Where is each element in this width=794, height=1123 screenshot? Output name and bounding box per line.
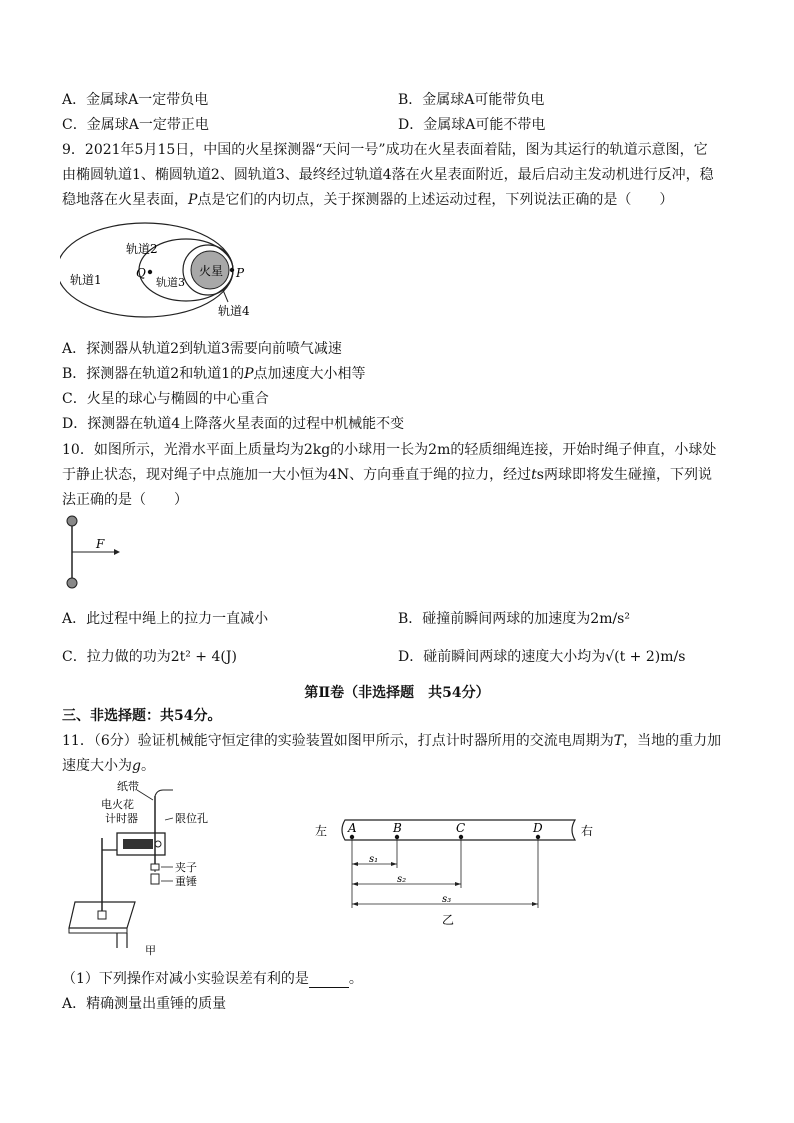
label-timer-line2: 计时器	[105, 812, 138, 825]
label-weight: 重锤	[175, 875, 197, 888]
paper-tape-top	[155, 790, 173, 796]
q9-option-b	[62, 365, 366, 383]
q10-stem-line3: 法正确的是（ ）	[62, 492, 188, 508]
orbit-diagram	[60, 218, 260, 322]
q11-stem-line2	[62, 757, 155, 775]
caption-yi: 乙	[442, 913, 455, 927]
q11-stem-line1	[62, 732, 721, 750]
part2-title: 第Ⅱ卷（非选择题 共54分）	[304, 685, 490, 701]
q9-option-b-post: 点加速度大小相等	[253, 366, 366, 382]
q11-stem-line2-pre: 速度大小为	[62, 758, 132, 774]
label-s2: s₂	[397, 874, 407, 885]
point-p-dot	[230, 268, 234, 272]
q11-stem-line1-post: ，当地的重力加	[623, 733, 722, 749]
q10-time-t: t	[531, 467, 537, 483]
q10-option-c: C．拉力做的功为2t² + 4(J)	[62, 649, 237, 665]
label-point-a: A	[348, 821, 357, 835]
q9-option-b-p: P	[244, 366, 254, 382]
q9-stem-line3	[62, 191, 673, 209]
section-3-heading: 三、非选择题：共54分。	[62, 708, 222, 724]
weight-body	[151, 874, 159, 884]
label-paper-tape: 纸带	[117, 780, 139, 793]
label-s1: s₁	[369, 854, 379, 865]
orbit-1-label: 轨道1	[70, 273, 102, 287]
q11-period-t: T	[613, 733, 624, 749]
point-p-label: P	[236, 266, 245, 280]
q10-stem-line2	[62, 466, 712, 484]
tape-dot-b	[395, 835, 399, 839]
q9-stem-line1: 9．2021年5月15日，中国的火星探测器“天问一号”成功在火星表面着陆，图为其运行的轨道示意图，它	[62, 142, 708, 158]
q9-point-p-italic: P	[188, 192, 198, 208]
q9-stem-line3-pre: 稳地落在火星表面，	[62, 192, 188, 208]
q11-sub1-blank[interactable]	[309, 973, 349, 988]
q8-option-a: A．金属球A一定带负电	[62, 92, 209, 108]
label-s3: s₃	[442, 894, 452, 905]
q11-gravity-g: g	[132, 758, 141, 774]
q11-sub1-option-a: A．精确测量出重锤的质量	[62, 996, 227, 1012]
timer-knob	[155, 841, 161, 847]
q10-stem-line1: 10．如图所示，光滑水平面上质量均为2kg的小球用一长为2m的轻质细绳连接，开始时绳子伸直，小球处	[62, 442, 717, 458]
dim-s1-arrow-left	[352, 862, 358, 866]
ball-bottom	[67, 578, 77, 588]
ball-top	[67, 516, 77, 526]
q9-stem-line2: 由椭圆轨道1、椭圆轨道2、圆轨道3、最终经过轨道4落在火星表面附近，最后启动主发动机进行反冲，稳	[62, 167, 714, 183]
mars-label: 火星	[199, 264, 224, 278]
q8-option-c: C．金属球A一定带正电	[62, 117, 209, 133]
label-right: 右	[581, 824, 594, 838]
q9-option-b-pre: B．探测器在轨道2和轨道1的	[62, 366, 245, 382]
tape-dot-d	[536, 835, 540, 839]
apparatus-figure-jia	[65, 778, 245, 958]
orbit-2-label: 轨道2	[126, 242, 158, 256]
clip-body	[151, 864, 159, 870]
q10-option-b: B．碰撞前瞬间两球的加速度为2m/s²	[398, 611, 630, 627]
dim-s1-arrow-right	[391, 862, 397, 866]
caption-jia: 甲	[145, 944, 156, 957]
q8-option-d: D．金属球A可能不带电	[398, 117, 546, 133]
q11-sub1	[62, 970, 363, 988]
tape-figure-yi	[305, 812, 605, 932]
q11-stem-line2-post: 。	[140, 758, 155, 774]
orbit-4-label: 轨道4	[218, 304, 250, 318]
q9-stem-line3-post: 点是它们的内切点，关于探测器的上述运动过程，下列说法正确的是（ ）	[197, 192, 674, 208]
q9-option-c: C．火星的球心与椭圆的中心重合	[62, 391, 269, 407]
q9-option-d: D．探测器在轨道4上降落火星表面的过程中机械能不变	[62, 416, 405, 432]
label-limit-hole: 限位孔	[175, 812, 208, 825]
q11-sub1-pre: （1）下列操作对减小实验误差有利的是	[62, 971, 309, 987]
q10-option-d: D．碰前瞬间两球的速度大小均为√(t + 2)m/s	[398, 649, 686, 665]
label-left: 左	[315, 824, 328, 838]
label-clip: 夹子	[175, 861, 197, 874]
pointer-limit-hole	[165, 818, 173, 820]
dim-s2-arrow-right	[455, 882, 461, 886]
q10-stem-line2-post: s两球即将发生碰撞，下列说	[536, 467, 712, 483]
q10-stem-line2-pre: 于静止状态，现对绳子中点施加一大小恒为4N、方向垂直于绳的拉力，经过	[62, 467, 532, 483]
point-q-dot	[148, 270, 152, 274]
orbit-4-pointer	[223, 290, 228, 302]
label-timer-line1: 电火花	[101, 798, 134, 811]
tape-dot-a	[350, 835, 354, 839]
point-q-label: Q	[136, 266, 146, 280]
q11-stem-line1-pre: 11．（6分）验证机械能守恒定律的实验装置如图甲所示，打点计时器所用的交流电周期为	[62, 733, 614, 749]
label-point-d: D	[533, 821, 543, 835]
q8-option-b: B．金属球A可能带负电	[398, 92, 545, 108]
dim-s2-arrow-left	[352, 882, 358, 886]
timer-inner	[123, 839, 153, 849]
force-label: F	[96, 537, 105, 551]
pointer-paper	[137, 790, 153, 800]
rope-diagram	[62, 513, 132, 593]
force-arrowhead	[114, 549, 120, 555]
dim-s3-arrow-left	[352, 902, 358, 906]
apparatus-base-bottom	[69, 928, 127, 933]
dim-s3-arrow-right	[532, 902, 538, 906]
label-point-b: B	[393, 821, 402, 835]
q9-option-a: A．探测器从轨道2到轨道3需要向前喷气减速	[62, 341, 342, 357]
q10-option-a: A．此过程中绳上的拉力一直减小	[62, 611, 269, 627]
weight-block	[98, 911, 106, 919]
q11-sub1-post: 。	[348, 971, 363, 987]
tape-dot-c	[459, 835, 463, 839]
orbit-3-label: 轨道3	[156, 276, 185, 289]
label-point-c: C	[456, 821, 466, 835]
